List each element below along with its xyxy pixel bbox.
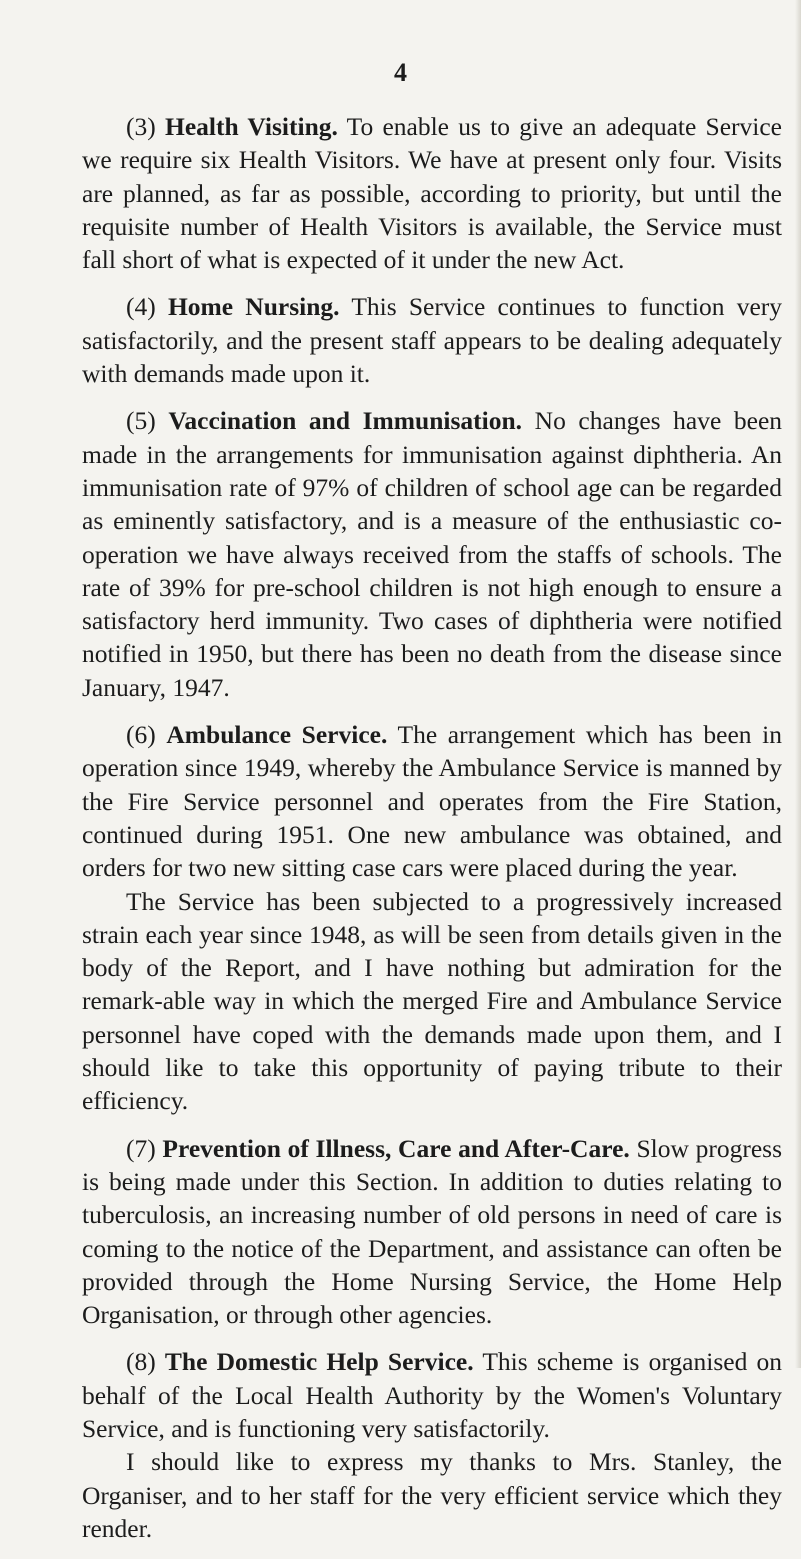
section-heading: Ambulance Service.	[166, 720, 388, 750]
section-text: To enable us to give an adequate Service we require six Health Visitors. We have at present only four. Visits are planned, as far as possible, according to priority, but until the requisite number of Health Visitors is available, the Service must fall short of what is expected of it under the new Act.	[82, 112, 783, 275]
page-number: 4	[394, 58, 407, 87]
section-prevention-of-illness	[82, 1132, 782, 1332]
section-home-nursing	[82, 290, 782, 390]
section-domestic-help	[82, 1345, 782, 1445]
report-body	[82, 110, 782, 1559]
section-text: Slow progress is being made under this Section. In addition to duties relating to tuberculosis, an increasing number of old persons in need of care is coming to the notice of the Department, and assistance can often be provided through the Home Nursing Service, the Home Help Organisation, or through other agencies.	[82, 1133, 782, 1330]
section-text: This Service continues to function very satisfactorily, and the present staff appears to be dealing adequately with demands made upon it.	[82, 292, 783, 389]
section-number: (8)	[126, 1347, 156, 1377]
section-vaccination-immunisation	[82, 404, 782, 704]
page-edge-shadow	[795, 0, 801, 1368]
section-heading: Health Visiting.	[164, 112, 338, 141]
section-number: (4)	[126, 292, 156, 322]
section-number: (5)	[126, 406, 156, 436]
section-number: (7)	[126, 1133, 156, 1163]
section-text: No changes have been made in the arrangements for immunisation against diphtheria. An immunisation rate of 97% of children of school age can be regarded as eminently satisfactory, and is a measure of the enthusiastic co-operation we have always received from the staffs of schools. The rate of 39% for pre-school children is not high enough to ensure a satisfactory herd immunity. Two cases of diphtheria were notified notified in 1950, but there has been no death from the disease since January, 1947.	[82, 406, 783, 702]
section-continuation: The Service has been subjected to a progressively increased strain each year since 1948, as will be seen from details given in the body of the Report, and I have nothing but admiration for the remark-able way in which the merged Fire and Ambulance Service personnel have coped with the demands made upon them, and I should like to take this opportunity of paying tribute to their efficiency.	[82, 886, 782, 1116]
section-continuation: I should like to express my thanks to Mrs. Stanley, the Organiser, and to her staff for the very efficient service which they render.	[82, 1447, 782, 1543]
section-text: This scheme is organised on behalf of the Local Health Authority by the Women's Voluntary Service, and is functioning very satisfactorily.	[82, 1347, 783, 1443]
section-heading: The Domestic Help Service.	[164, 1347, 474, 1377]
section-heading: Prevention of Illness, Care and After-Care.	[162, 1133, 630, 1163]
section-number: (6)	[126, 720, 156, 750]
section-number: (3)	[126, 112, 156, 141]
section-health-visiting	[82, 110, 782, 276]
section-heading: Home Nursing.	[167, 292, 340, 322]
section-heading: Vaccination and Immunisation.	[168, 406, 523, 436]
section-text: The arrangement which has been in operation since 1949, whereby the Ambulance Service is manned by the Fire Service personnel and operates from the Fire Station, continued during 1951. One new ambulance was obtained, and orders for two new sitting case cars were placed during the year.	[82, 720, 783, 883]
section-ambulance-service	[82, 718, 782, 884]
